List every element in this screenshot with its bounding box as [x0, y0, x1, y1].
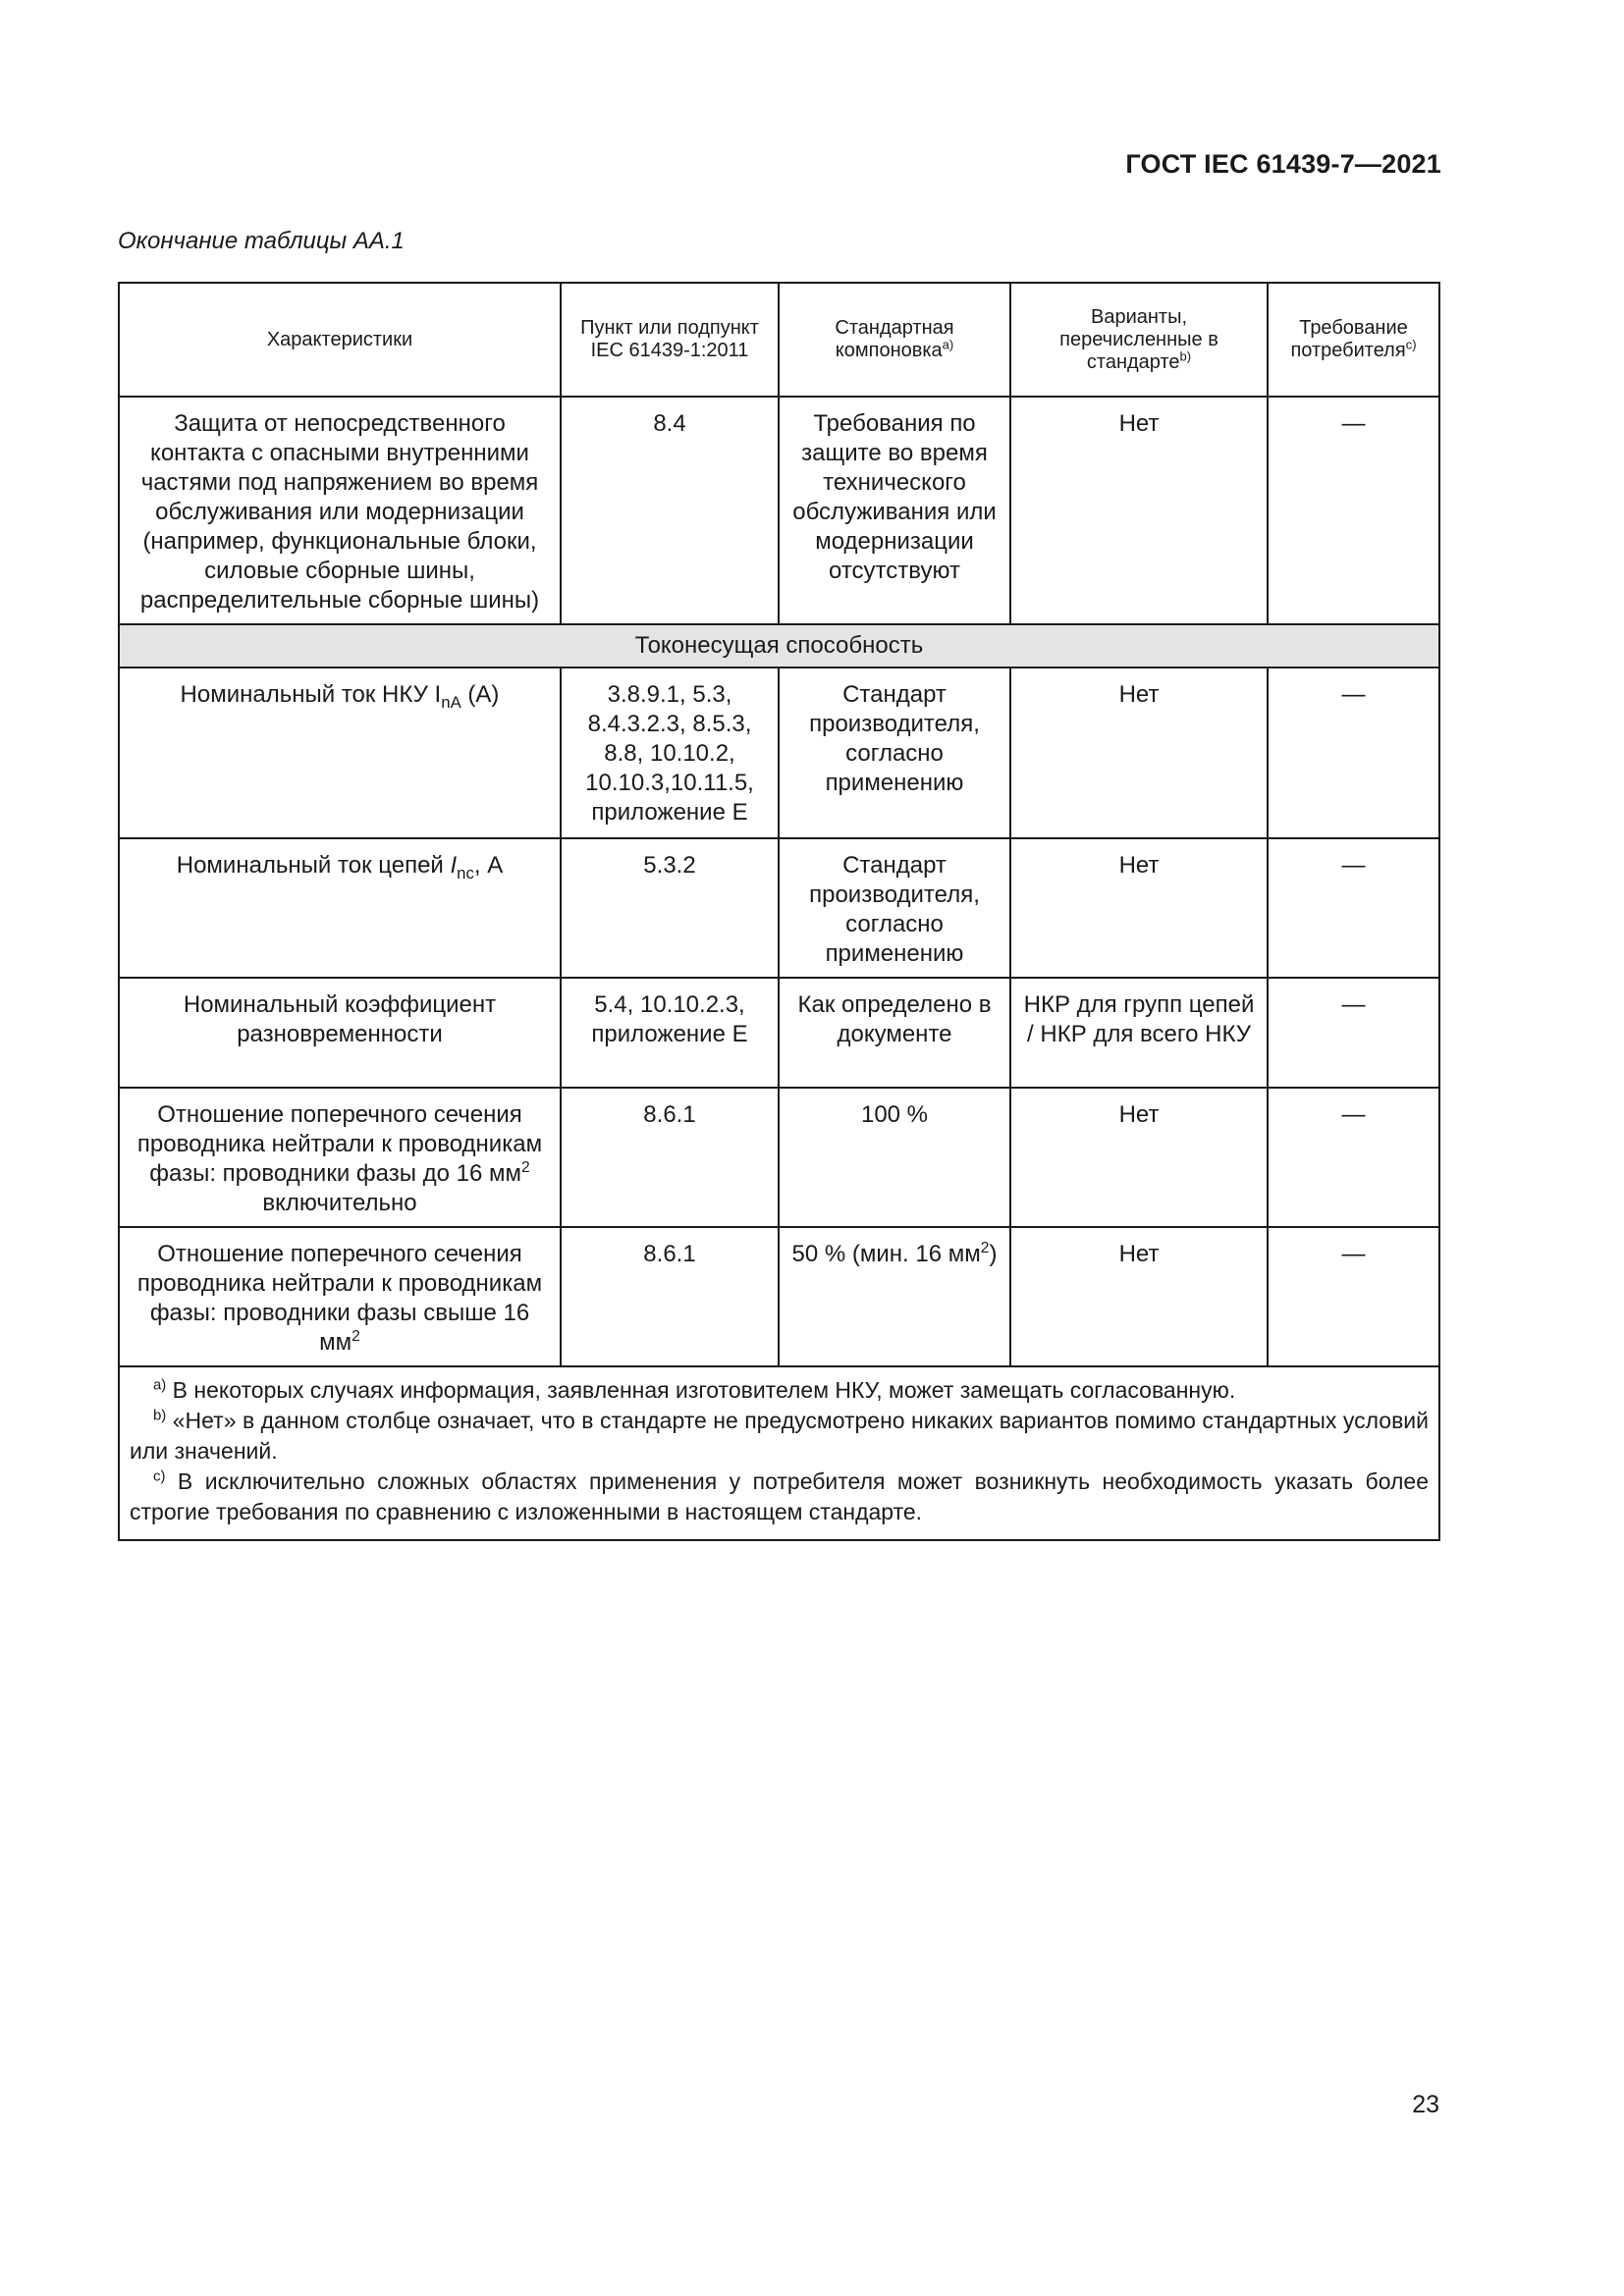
cell-characteristic: Номинальный ток цепей $I_{nc}$, А — [119, 838, 561, 978]
cell-options: Нет — [1010, 1088, 1268, 1227]
page-number: 23 — [1412, 2091, 1439, 2118]
cell-clause: 5.3.2 — [561, 838, 779, 978]
section-row — [119, 624, 1439, 667]
cell-user: — — [1268, 397, 1439, 624]
requirements-table — [118, 282, 1440, 1541]
cell-characteristic: Отношение поперечного сечения проводника нейтрали к проводникам фазы: проводники фазы до 16 $мм^2$ включительно — [119, 1088, 561, 1227]
cell-standard: 100 % — [779, 1088, 1010, 1227]
document-id: ГОСТ IEC 61439-7—2021 — [1125, 149, 1441, 179]
footnote-ref-c: c) — [1405, 337, 1417, 352]
cell-clause: 8.6.1 — [561, 1088, 779, 1227]
cell-user: — — [1268, 1088, 1439, 1227]
cell-options: НКР для групп цепей / НКР для всего НКУ — [1010, 978, 1268, 1088]
header-options: Варианты, перечисленные в стандарте$^{b)}$ — [1010, 283, 1268, 397]
footnote-ref-a: a) — [942, 337, 954, 352]
header-clause: Пункт или подпункт IEC 61439-1:2011 — [561, 283, 779, 397]
cell-characteristic: Защита от непосредственного контакта с опасными внутренними частями под напряжением во время обслуживания или модернизации (например, функциональные блоки, силовые сборные шины, распределительные сборные шины) — [119, 397, 561, 624]
cell-standard: 50 % (мин. 16 $мм^2$) — [779, 1227, 1010, 1366]
cell-characteristic: Номинальный ток НКУ $I_{nA}$ (А) — [119, 667, 561, 838]
table-row — [119, 838, 1439, 978]
cell-user: — — [1268, 667, 1439, 838]
cell-characteristic: Номинальный коэффициент разновременности — [119, 978, 561, 1088]
table-header-row — [119, 283, 1439, 397]
footnote-b: $^{b)}$ «Нет» в данном столбце означает, что в стандарте не предусмотрено никаких вариантов помимо стандартных условий или значений. — [130, 1407, 1429, 1464]
table-caption: Окончание таблицы AA.1 — [118, 228, 405, 254]
table-row — [119, 978, 1439, 1088]
header-user-requirement: Требование потребителя$^{c)}$ — [1268, 283, 1439, 397]
table-row — [119, 1088, 1439, 1227]
header-standard-arrangement: Стандартная компоновка$^{a)}$ — [779, 283, 1010, 397]
footnote-c: $^{c)}$ В исключительно сложных областях применения у потребителя может возникнуть необходимость указать более строгие требования по сравнению с изложенными в настоящем стандарте. — [130, 1468, 1429, 1524]
cell-options: Нет — [1010, 667, 1268, 838]
cell-standard: Требования по защите во время технического обслуживания или модернизации отсутствуют — [779, 397, 1010, 624]
cell-options: Нет — [1010, 397, 1268, 624]
cell-user: — — [1268, 978, 1439, 1088]
cell-clause: 5.4, 10.10.2.3, приложение E — [561, 978, 779, 1088]
cell-clause: 3.8.9.1, 5.3, 8.4.3.2.3, 8.5.3, 8.8, 10.10.2, 10.10.3,10.11.5, приложение E — [561, 667, 779, 838]
cell-options: Нет — [1010, 1227, 1268, 1366]
table-row — [119, 667, 1439, 838]
cell-clause: 8.4 — [561, 397, 779, 624]
table-row — [119, 397, 1439, 624]
footnotes — [119, 1366, 1439, 1540]
header-characteristics: Характеристики — [119, 283, 561, 397]
cell-standard: Стандарт производителя, согласно применению — [779, 838, 1010, 978]
cell-user: — — [1268, 1227, 1439, 1366]
cell-user: — — [1268, 838, 1439, 978]
cell-clause: 8.6.1 — [561, 1227, 779, 1366]
cell-characteristic: Отношение поперечного сечения проводника нейтрали к проводникам фазы: проводники фазы свыше 16 $мм^2$ — [119, 1227, 561, 1366]
footnote-a: $^{a)}$ В некоторых случаях информация, заявленная изготовителем НКУ, может замещать согласованную. — [153, 1376, 1236, 1403]
table-row — [119, 1227, 1439, 1366]
cell-options: Нет — [1010, 838, 1268, 978]
footnote-ref-b: b) — [1179, 347, 1192, 363]
section-title: Токонесущая способность — [119, 624, 1439, 667]
cell-standard: Стандарт производителя, согласно применению — [779, 667, 1010, 838]
cell-standard: Как определено в документе — [779, 978, 1010, 1088]
footnotes-row — [119, 1366, 1439, 1540]
